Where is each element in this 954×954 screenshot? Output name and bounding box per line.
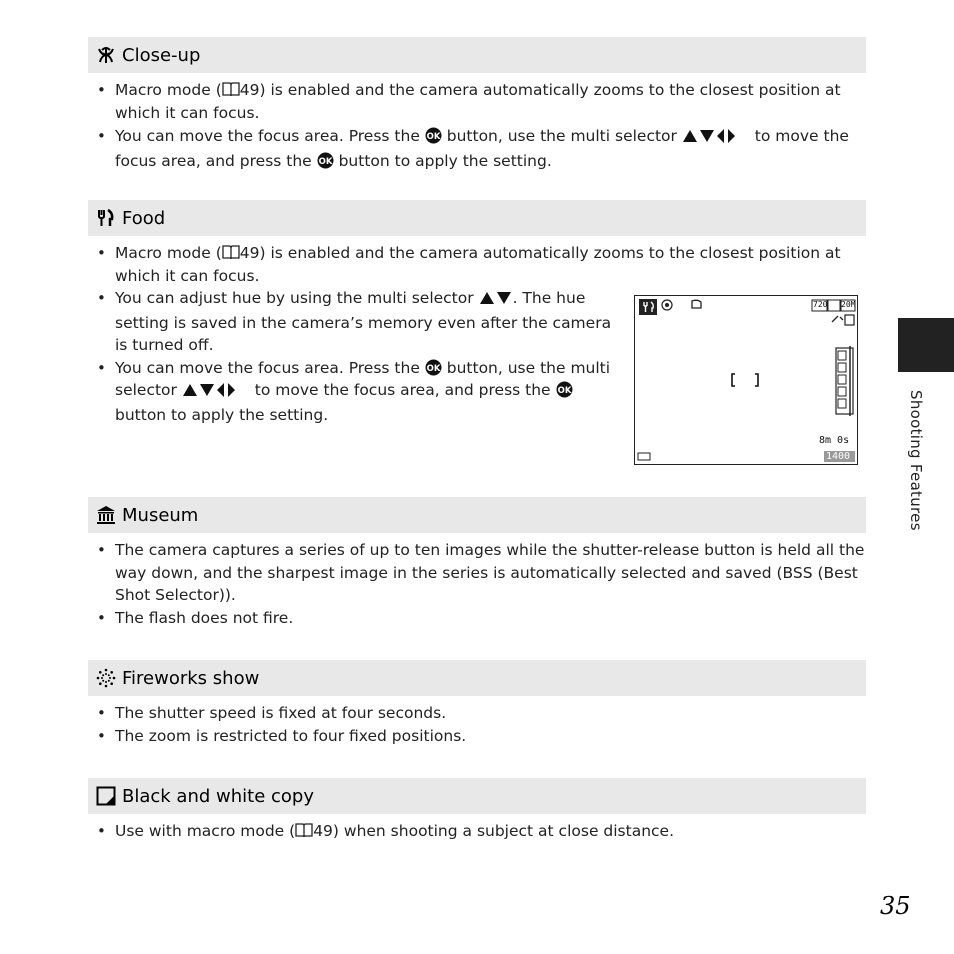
- image-size-indicator: 20M: [841, 300, 856, 309]
- list-item: • Macro mode ( 49) is enabled and the camera automatically zooms to the closest position at which it can focus.: [88, 79, 866, 124]
- list-item: • The flash does not fire.: [88, 607, 866, 630]
- section-heading: [88, 200, 866, 236]
- svg-text:OK: OK: [318, 156, 333, 167]
- movie-time-remaining: 8m 0s: [819, 435, 850, 446]
- page-number: 35: [880, 892, 911, 920]
- ok-button-icon: [425, 127, 442, 144]
- section-title: Museum: [122, 504, 199, 526]
- close-up-flower-icon: [96, 45, 116, 65]
- multi-selector-up-down-icon: [479, 289, 513, 312]
- book-reference-icon: [295, 821, 313, 839]
- ok-button-icon: [556, 381, 573, 398]
- section-heading: [88, 497, 866, 533]
- section-heading: [88, 660, 866, 696]
- list-item: • The shutter speed is fixed at four seconds.: [88, 702, 866, 725]
- section-heading: [88, 778, 866, 814]
- book-reference-icon: [222, 243, 240, 261]
- camera-monitor-illustration: [634, 295, 858, 465]
- section-museum: [88, 497, 866, 629]
- fireworks-burst-icon: [96, 668, 116, 688]
- list-item: • The camera captures a series of up to ten images while the shutter-release button is held all the way down, and the sharpest image in the series is automatically selected and saved (BSS (Best Shot Selector)).: [88, 539, 866, 607]
- ok-button-icon: [425, 359, 442, 376]
- section-title: Fireworks show: [122, 667, 260, 689]
- chapter-label: Shooting Features: [907, 390, 925, 531]
- svg-text:OK: OK: [426, 132, 441, 142]
- ok-button-icon: [317, 152, 334, 169]
- section-bw-copy: [88, 778, 866, 843]
- list-item: • You can adjust hue by using the multi selector . The hue setting is saved in the camera’s memory even after the camera is turned off.: [88, 287, 615, 357]
- bw-copy-icon: [96, 786, 116, 806]
- multi-selector-arrows-icon: [682, 127, 750, 150]
- list-item: • Use with macro mode ( 49) when shooting a subject at close distance.: [88, 820, 866, 843]
- shots-remaining: 1400: [826, 451, 851, 462]
- section-fireworks: [88, 660, 866, 747]
- section-title: Close-up: [122, 44, 201, 66]
- section-title: Food: [122, 207, 166, 229]
- chapter-tab: [898, 318, 954, 372]
- fork-knife-icon: [96, 208, 116, 228]
- book-reference-icon: [222, 80, 240, 98]
- section-title: Black and white copy: [122, 785, 314, 807]
- list-item: • The zoom is restricted to four fixed positions.: [88, 725, 866, 748]
- multi-selector-arrows-icon: [182, 381, 250, 404]
- section-close-up: [88, 37, 866, 172]
- list-item: • You can move the focus area. Press the OK button, use the multi selector to move the focus area, and press the OK button to apply the setting.: [88, 357, 615, 427]
- list-item: • Macro mode ( 49) is enabled and the camera automatically zooms to the closest position at which it can focus.: [88, 242, 866, 287]
- svg-text:OK: OK: [426, 363, 441, 374]
- museum-building-icon: [96, 505, 116, 525]
- section-heading: [88, 37, 866, 73]
- list-item: • You can move the focus area. Press the OK button, use the multi selector to move the focus area, and press the OK button to apply the setting.: [88, 125, 866, 172]
- movie-size-indicator: 720: [813, 300, 828, 309]
- svg-text:OK: OK: [557, 386, 571, 396]
